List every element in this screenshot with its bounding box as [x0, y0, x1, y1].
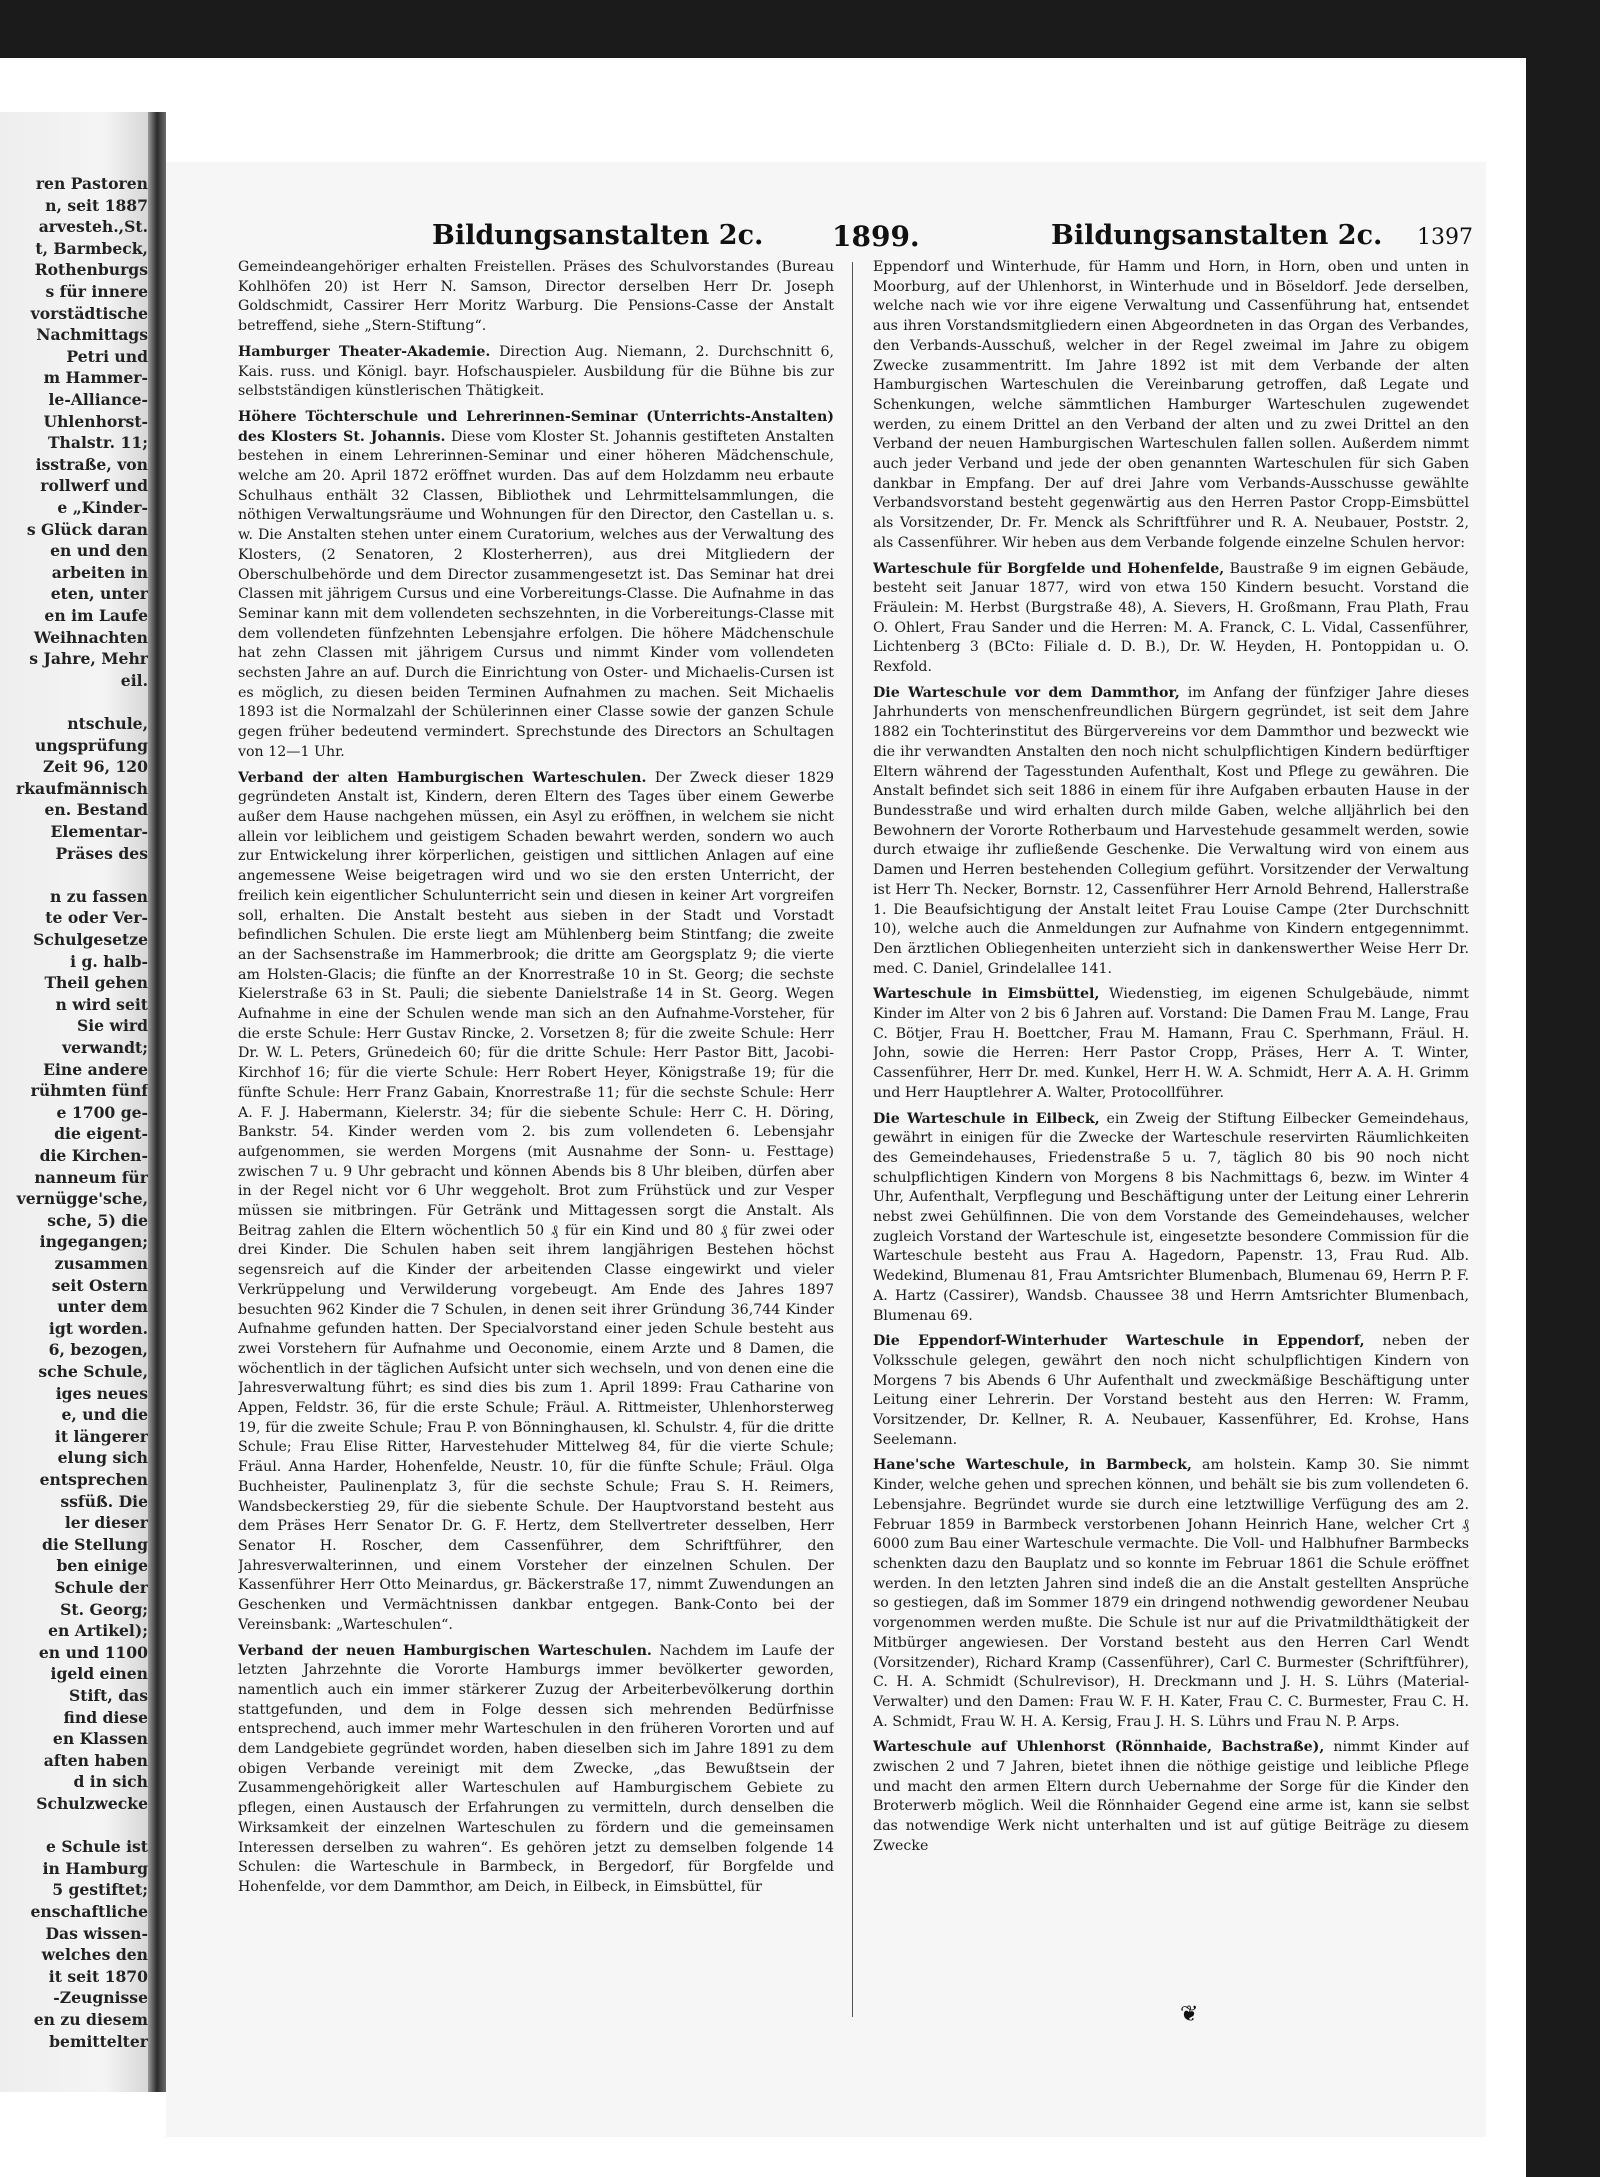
adjacent-page-line: en Artikel);	[48, 1621, 148, 1641]
section-heading: Die Warteschule vor dem Dammthor,	[873, 684, 1180, 701]
adjacent-page-line: die eigent-	[54, 1124, 148, 1144]
adjacent-page-line: rollwerf und	[40, 476, 148, 496]
adjacent-page-line: n zu fassen	[49, 886, 148, 906]
adjacent-page-line: unter dem	[57, 1297, 148, 1317]
adjacent-page-line: n, seit 1887	[45, 195, 148, 215]
adjacent-page-line: Präses des	[55, 843, 148, 863]
adjacent-page-line: sche, 5) die	[47, 1210, 148, 1230]
paragraph	[873, 1110, 1469, 1327]
paragraph-text: ein Zweig der Stiftung Eilbecker Gemeindehaus, gewährt in einigen für die Zwecke der Warteschule reservirten Räumlichkeiten des Gemeindehauses, Friedenstraße 5 u. 7, täglich 80 bis 90 noch nicht schulpflichtigen Kindern von Morgens 8 bis Nachmittags 6, bezw. im Winter 4 Uhr, Aufenthalt, Verpflegung und Beschäftigung unter der Leitung einer Lehrerin nebst zwei Gehülfinnen. Die von dem Vorstande des Gemeindehauses, welcher zugleich Vorstand der Warteschule ist, eingesetzte besondere Commission für die Warteschule besteht aus Frau A. Hagedorn, Papenstr. 13, Frau Rud. Alb. Wedekind, Blumenau 81, Frau Amtsrichter Blumenbach, Blumenau 69, Herrn P. F. A. Hartz (Cassirer), Wandsb. Chaussee 38 und Herrn Amtsrichter Blumenbach, Blumenau 69.	[873, 1110, 1469, 1324]
adjacent-page-line: sche Schule,	[38, 1362, 148, 1381]
adjacent-page-line: t, Barmbeck,	[35, 238, 148, 258]
adjacent-page-line: die Stellung	[42, 1534, 148, 1554]
adjacent-page-line: St. Georg;	[60, 1599, 148, 1619]
adjacent-page-line: 6, bezogen,	[48, 1340, 148, 1360]
adjacent-page-line: in Hamburg	[42, 1858, 148, 1878]
adjacent-page-line: enschaftliche	[30, 1902, 148, 1921]
paragraph	[873, 1738, 1469, 1856]
adjacent-page-line: it seit 1870	[48, 1966, 148, 1986]
adjacent-page-line: vernügge'sche,	[16, 1189, 148, 1209]
adjacent-page-line: Schulzwecke	[36, 1794, 148, 1813]
adjacent-page-line: d in sich	[73, 1772, 148, 1792]
paragraph-text: Wiedenstieg, im eigenen Schulgebäude, nimmt Kinder im Alter von 2 bis 6 Jahren auf. Vorstand: Die Damen Frau M. Lange, Frau C. Bötjer, Frau H. Boettcher, Frau M. Hamann, Frau C. Sperhmann, Fräul. H. John, sowie die Herren: Herr Pastor Cropp, Präses, Herr A. T. Winter, Cassenführer, Herr Dr. med. Kunkel, Herr H. W. A. Schmidt, Herr A. A. H. Grimm und Herr Hauptlehrer A. Walter, Protocollführer.	[873, 986, 1469, 1101]
adjacent-page-line: en Klassen	[52, 1729, 148, 1749]
paragraph	[238, 408, 834, 763]
adjacent-page-line: en zu diesem	[33, 2010, 148, 2029]
adjacent-page-line: s Glück daran	[26, 519, 148, 539]
adjacent-page-line: Theil gehen	[44, 973, 148, 993]
section-heading: Verband der neuen Hamburgischen Warteschulen.	[238, 1642, 652, 1659]
adjacent-page-line: igeld einen	[50, 1664, 148, 1684]
adjacent-page-line: ingegangen;	[39, 1232, 148, 1252]
adjacent-page-line: Schulgesetze	[33, 930, 148, 949]
adjacent-page-line: -Zeugnisse	[53, 1988, 148, 2008]
paragraph-text: Gemeindeangehöriger erhalten Freistellen. Präses des Schulvorstandes (Bureau Kohlhöfen 20) ist Herr N. Samson, Director derselben Herr Dr. Joseph Goldschmidt, Cassirer Herr Moritz Warburg. Die Pensions-Casse der Anstalt betreffend, siehe „Stern-Stiftung“.	[238, 259, 834, 335]
paragraph	[873, 560, 1469, 678]
scan-top-border	[0, 0, 1600, 58]
adjacent-page-line: aften haben	[43, 1750, 148, 1770]
paragraph-text: Der Zweck dieser 1829 gegründeten Anstalt ist, Kindern, deren Eltern des Tages über einem Gewerbe außer dem Hause nachgehen müssen, ein Asyl zu eröffnen, in welchem sie nicht allein vor leiblichem und geistigem Schaden bewahrt werden, sondern wo auch zur Entwickelung ihrer körperlichen, geistigen und sittlichen Anlagen auf eine angemessene Weise beigetragen wird und wo sie den ersten Unterricht, der freilich kein eigentlicher Schulunterricht sein und diesen in keiner Art vorgreifen soll, erhalten. Die Anstalt besteht aus sieben in der Stadt und Vorstadt befindlichen Schulen. Die erste liegt am Mühlenberg beim Stintfang; die zweite an der Sachsenstraße im Hammerbrook; die dritte am Georgsplatz 9; die vierte am Holsten-Glacis; die fünfte an der Knorrestraße 10 in St. Georg; die sechste Kielerstraße 63 in St. Pauli; die siebente Danielstraße 14 in St. Georg. Wegen Aufnahme in eine der Schulen wende man sich an den Aufnahme-Vorsteher, für die erste Schule: Herr Gustav Rincke, 2. Vorsetzen 8; für die zweite Schule: Herr Dr. W. L. Peters, Grünedeich 60; für die dritte Schule: Herr Pastor Bitt, Jacobi-Kirchhof 16; für die vierte Schule: Herr Robert Heyer, Königstraße 19; für die fünfte Schule: Herr Franz Gabain, Knorrestraße 11; für die sechste Schule: Herr A. F. J. Habermann, Kielerstr. 34; für die siebente Schule: Herr C. H. Döring, Bankstr. 54. Kinder werden vom 2. bis zum vollendeten 6. Lebensjahr aufgenommen, sie werden Morgens (mit Ausnahme der Sonn- u. Festtage) zwischen 7 u. 9 Uhr gebracht und können Abends bis 8 Uhr bleiben, dürfen aber in der Regel nicht vor 6 Uhr weggeholt. Brot zum Frühstück und zur Vesper müssen sie mitbringen. Für Getränk und Mittagessen sorgt die Anstalt. Als Beitrag zahlen die Eltern wöchentlich 50 ₰ für ein Kind und 80 ₰ für zwei oder drei Kinder. Die Schulen haben seit ihrem langjährigen Bestehen höchst segensreich auf die Kinder der arbeitenden Classe eingewirkt und vieler Verkrüppelung und Verwilderung vorgebeugt. Am Ende des Jahres 1897 besuchten 962 Kinder die 7 Schulen, in denen seit ihrer Gründung 36,744 Kinder Aufnahme gefunden hatten. Der Specialvorstand einer jeden Schule besteht aus zwei Vorstehern für Aufnahme und Oeconomie, einem Arzte und 8 Damen, die wöchentlich in der täglichen Aufsicht unter sich wechseln, und von denen eine die Jahresverwaltung führt; es sind dies bis zum 1. April 1899: Frau Catharine von Appen, Feldstr. 36, für die erste Schule; Fräul. A. Rittmeister, Uhlenhorsterweg 19, für die zweite Schule; Frau P. von Bönninghausen, kl. Schulstr. 4, für die dritte Schule; Frau Elise Ritter, Harvestehuder Mittelweg 84, für die vierte Schule; Fräul. Anna Harder, Hohenfelde, Neustr. 10, für die fünfte Schule; Fräul. Olga Buchheister, Paulinenplatz 3, für die sechste Schule; Frau S. H. Reimers, Wandsbeckerstieg 29, für die siebente Schule. Der Hauptvorstand besteht aus dem Präses Herr Senator Dr. G. F. Hertz, dem Stellvertreter desselben, Herr Senator H. Roscher, dem Cassenführer, dem Schriftführer, den Jahresverwalterinnen, und einem Vorsteher der einzelnen Schulen. Der Kassenführer Herr Otto Meinardus, gr. Bäckerstraße 17, nimmt Zuwendungen an Geschenken und Vermächtnissen dankbar entgegen. Bank-Conto bei der Vereinsbank: „Warteschulen“.	[238, 769, 834, 1633]
adjacent-page-line: Schule der	[54, 1578, 148, 1597]
section-heading: Die Warteschule in Eilbeck,	[873, 1110, 1100, 1127]
paragraph	[238, 343, 834, 402]
section-heading: Warteschule in Eimsbüttel,	[873, 986, 1100, 1003]
adjacent-page-line: ssfüß. Die	[60, 1491, 148, 1511]
paragraph	[873, 985, 1469, 1103]
adjacent-page-line: Eine andere	[43, 1059, 148, 1079]
adjacent-page-line: s Jahre, Mehr	[29, 649, 148, 669]
paragraph-text: Baustraße 9 im eignen Gebäude, besteht seit Januar 1877, wird von etwa 150 Kindern besucht. Vorstand die Fräulein: M. Herbst (Burgstraße 48), A. Sievers, H. Großmann, Frau Plath, Frau O. Ohlert, Frau Sander und die Herren: M. A. Franck, C. L. Vidal, Cassenführer, Lichtenberg 3 (BCto: Filiale d. D. B.), Dr. W. Heyden, H. Pontoppidan u. O. Rexfold.	[873, 560, 1469, 676]
adjacent-page-line: Zeit 96, 120	[43, 757, 148, 777]
paragraph	[873, 1332, 1469, 1450]
adjacent-page-line: it längerer	[54, 1426, 148, 1446]
adjacent-page-line: isstraße, von	[35, 454, 148, 474]
section-heading: Hane'sche Warteschule, in Barmbeck,	[873, 1457, 1192, 1474]
adjacent-page-line: e „Kinder-	[57, 498, 148, 517]
paragraph-text: Direction Aug. Niemann, 2. Durchschnitt 6, Kais. russ. und Königl. bayr. Hofschauspieler. Ausbildung für die Bühne bis zur selbstständigen künstlerischen Thätigkeit.	[238, 343, 834, 400]
paragraph	[238, 1642, 834, 1898]
adjacent-page-line: Petri und	[66, 346, 148, 366]
adjacent-page-line: verwandt;	[62, 1038, 148, 1057]
adjacent-page-line: elung sich	[57, 1448, 148, 1468]
section-heading: Hamburger Theater-Akademie.	[238, 343, 491, 360]
adjacent-page-line: e Schule ist	[46, 1837, 148, 1857]
adjacent-page-line: rkaufmännisch	[16, 778, 148, 798]
adjacent-page-fragment	[0, 112, 150, 2092]
adjacent-page-line: arbeiten in	[51, 562, 148, 582]
adjacent-page-line: ben einige	[56, 1556, 148, 1576]
paragraph-text: neben der Volksschule gelegen, gewährt den noch nicht schulpflichtigen Kindern von Morgens 7 bis Abends 6 Uhr Aufenthalt und zweckmäßige Beschäftigung unter Leitung einer Lehrerin. Der Vorstand besteht aus den Herren: W. Framm, Vorsitzender, Dr. Kellner, R. A. Neubauer, Kassenführer, Ed. Krohse, Hans Seelemann.	[873, 1333, 1469, 1448]
paragraph	[873, 684, 1469, 980]
scan-right-border	[1526, 0, 1600, 2177]
paragraph-text: im Anfang der fünfziger Jahre dieses Jahrhunderts von menschenfreundlichen Bürgern gegründet, ist seit dem Jahre 1882 ein Tochterinstitut des Bürgervereins vor dem Dammthor und bezweckt wie die ihr verwandten Anstalten den noch nicht schulpflichtigen Kindern bedürftiger Eltern während der Tagesstunden Aufenthalt, Kost und Pflege zu gewähren. Die Anstalt befindet sich seit 1886 in einem für ihre Aufgaben erbauten Hause in der Bundesstraße und wird erhalten durch milde Gaben, welche alljährlich bei den Bewohnern der Vororte Rotherbaum und Harvestehude gesammelt werden, sowie durch etwaige ihr zufließende Geschenke. Die Verwaltung wird von einem aus Damen und Herren bestehenden Collegium geführt. Vorsitzender der Verwaltung ist Herr Th. Necker, Bornstr. 12, Cassenführer Herr Arnold Behrend, Hallerstraße 1. Die Beaufsichtigung der Anstalt leitet Frau Louise Campe (2ter Durchschnitt 10), welche auch die Anmeldungen zur Aufnahme von Kindern entgegennimmt. Den ärztlichen Obliegenheiten unterzieht sich in dankenswerther Weise Herr Dr. med. C. Daniel, Grindelallee 141.	[873, 684, 1469, 977]
adjacent-page-line: i g. halb-	[70, 951, 148, 971]
section-heading: Höhere Töchterschule und Lehrerinnen-Seminar (Unterrichts-Anstalten) des Klosters St. Johannis.	[238, 408, 834, 445]
adjacent-page-line: eil.	[120, 670, 148, 690]
adjacent-page-line: en. Bestand	[44, 800, 148, 820]
adjacent-page-line: Elementar-	[50, 822, 148, 841]
adjacent-page-line: igt worden.	[48, 1318, 148, 1338]
adjacent-page-line: Das wissen-	[45, 1923, 148, 1943]
adjacent-page-line: en im Laufe	[44, 606, 148, 625]
adjacent-page-line: rühmten fünf	[30, 1081, 148, 1101]
adjacent-page-line: welches den	[41, 1945, 148, 1965]
adjacent-page-line: ler dieser	[64, 1513, 148, 1533]
adjacent-page-line: m Hammer-	[43, 368, 148, 388]
adjacent-page-line: Nachmittags	[36, 325, 148, 345]
adjacent-page-line: die Kirchen-	[39, 1146, 148, 1165]
adjacent-page-line: arvesteh.,St.	[38, 217, 148, 237]
adjacent-page-line: find diese	[63, 1707, 148, 1727]
adjacent-page-line: entsprechen	[39, 1470, 148, 1489]
running-head-right-title: Bildungsanstalten 2c.	[1051, 220, 1383, 251]
paragraph-text: nimmt Kinder auf zwischen 2 und 7 Jahren, bietet ihnen die nöthige geistige und leibliche Pflege und macht den armen Eltern durch Uebernahme der Sorge für die Kinder den Broterwerb möglich. Weil die Rönnhaider Gegend eine arme ist, kann sie selbst das notwendige Werk nicht unterhalten und ist auf gütige Beiträge zu diesem Zwecke	[873, 1739, 1469, 1854]
adjacent-page-line: seit Ostern	[51, 1275, 148, 1295]
adjacent-page-line: eten, unter	[50, 584, 148, 604]
section-heading: Die Eppendorf-Winterhuder Warteschule in Eppendorf,	[873, 1333, 1365, 1350]
paragraph-text: Nachdem im Laufe der letzten Jahrzehnte die Vororte Hamburgs immer bevölkerter geworden, namentlich auch ein immer stärkerer Zuzug der Arbeiterbevölkerung dorthin stattgefunden, und dem in Folge dessen sich mehrenden Bedürfnisse entsprechend, auch immer mehr Warteschulen in den früheren Vororten und auf dem Landgebiete gegründet worden, haben dieselben sich im Jahre 1891 zu dem obigen Verbande vereinigt mit dem Zwecke, „das Bewußtsein der Zusammengehörigkeit aller Warteschulen auf Hamburgischem Gebiete zu pflegen, einen Austausch der Erfahrungen zu vermitteln, durch denselben die Wirksamkeit der einzelnen Warteschulen zu fördern und die gemeinsamen Interessen derselben zu wahren“. Es gehören jetzt zu demselben folgende 14 Schulen: die Warteschule in Barmbeck, in Bergedorf, für Borgfelde und Hohenfelde, vor dem Dammthor, am Deich, in Eilbeck, in Eimsbüttel, für	[238, 1642, 834, 1895]
section-heading: Warteschule für Borgfelde und Hohenfelde,	[873, 560, 1225, 577]
adjacent-page-line: en und den	[50, 541, 148, 561]
footer-ornament: ❦	[1180, 2002, 1199, 2027]
paragraph-text: am holstein. Kamp 30. Sie nimmt Kinder, welche gehen und sprechen können, und behält sie bis zum vollendeten 6. Lebensjahre. Begründet wurde sie durch eine letztwillige Verfügung des am 2. Februar 1859 in Barmbeck verstorbenen Johann Heinrich Hane, welcher Crt ₰ 6000 zum Bau einer Warteschule vermachte. Die Voll- und Halbhufner Barmbecks schenkten dazu den Bauplatz und so konnte im Februar 1861 die Schule eröffnet werden. In den letzten Jahren sind indeß die an die Anstalt gestellten Ansprüche so gestiegen, daß im Sommer 1879 ein dringend nothwendig gewordener Neubau vorgenommen werden mußte. Die Schule ist nur auf die Privatmildthätigkeit der Mitbürger angewiesen. Der Vorstand besteht aus den Herren Carl Wendt (Vorsitzender), Richard Kramp (Cassenführer), Carl C. Burmester (Schriftführer), C. H. A. Schmidt (Schulrevisor), H. Dreckmann und J. H. S. Lührs (Material-Verwalter) und den Damen: Frau W. F. H. Kater, Frau C. C. Burmester, Frau C. H. A. Schmidt, Frau W. H. A. Kersig, Frau J. H. S. Lührs und Frau N. P. Arps.	[873, 1457, 1469, 1730]
adjacent-page-line: iges neues	[55, 1383, 148, 1403]
running-head-left-title: Bildungsanstalten 2c.	[432, 220, 764, 251]
adjacent-page-line: n wird seit	[55, 994, 148, 1014]
adjacent-page-line: Sie wird	[76, 1016, 148, 1036]
adjacent-page-line: Rothenburgs	[34, 260, 148, 280]
paragraph-text: Diese vom Kloster St. Johannis gestifteten Anstalten bestehen in einem Lehrerinnen-Seminar und einer höheren Mädchenschule, welche am 20. April 1872 eröffnet wurden. Das auf dem Holzdamm neu erbaute Schulhaus enthält 32 Classen, Bibliothek und Lehrmittelsammlungen, die nöthigen Verwaltungsräume und Wohnungen für den Director, den Castellan u. s. w. Die Anstalten stehen unter einem Curatorium, welches aus der Verwaltung des Klosters, (2 Senatoren, 2 Klosterherren), aus drei Mitgliedern der Oberschulbehörde und dem Director zusammengesetzt ist. Das Seminar hat drei Classen mit jährigem Cursus und eine Vorbereitungs-Classe. Die Aufnahme in das Seminar kann mit dem vollendeten sechszehnten, in die Vorbereitungs-Classe mit dem vollendeten fünfzehnten Lebensjahre erfolgen. Die höhere Mädchenschule hat zehn Classen mit jährigem Cursus und nimmt Kinder vom vollendeten sechsten Jahre an auf. Durch die Einrichtung von Oster- und Michaelis-Cursen ist es möglich, zu diesen beiden Terminen Aufnahmen zu machen. Seit Michaelis 1893 ist die Normalzahl der Schülerinnen einer Classe sowie der ganzen Schule gegen früher bedeutend vermindert. Sprechstunde des Directors an Schultagen von 12—1 Uhr.	[238, 428, 834, 760]
adjacent-page-line: s für innere	[45, 282, 148, 301]
text-column-right	[873, 258, 1469, 2018]
adjacent-page-line: Thalstr. 11;	[47, 433, 148, 453]
adjacent-page-line: ren Pastoren	[35, 174, 148, 193]
adjacent-page-line: e 1700 ge-	[56, 1102, 148, 1122]
section-heading: Warteschule auf Uhlenhorst (Rönnhaide, Bachstraße),	[873, 1739, 1325, 1756]
adjacent-page-line: te oder Ver-	[45, 908, 148, 928]
adjacent-page-line: bemittelter	[49, 2031, 148, 2051]
adjacent-page-line: e, und die	[61, 1405, 148, 1425]
paragraph	[238, 258, 834, 337]
adjacent-page-line: Uhlenhorst-	[43, 411, 148, 431]
adjacent-page-line: zusammen	[54, 1254, 148, 1273]
adjacent-page-line: ungsprüfung	[34, 735, 148, 755]
running-head-year: 1899.	[832, 220, 920, 253]
adjacent-page-line: ntschule,	[67, 714, 148, 733]
paragraph	[873, 1456, 1469, 1732]
paragraph-text: Eppendorf und Winterhude, für Hamm und Horn, in Horn, oben und unten in Moorburg, auf der Uhlenhorst, in Winterhude und in Böseldorf. Jede derselben, welche nach wie vor ihre eigene Verwaltung und Cassenführung hat, entsendet aus ihren Vorstandsmitgliedern einen Abgeordneten in das Organ des Verbandes, den Verbands-Ausschuß, welcher in der Regel zweimal im Jahre zu obigem Zwecke zusammentritt. Im Jahre 1892 ist mit dem Verbande der alten Hamburgischen Warteschulen die Vereinbarung getroffen, daß Legate und Schenkungen, welche sämmtlichen Hamburger Warteschulen zugewendet werden, zu einem Drittel an den Verband der alten und zu zwei Drittel an den Verband der neuen Hamburgischen Warteschulen fallen sollen. Außerdem nimmt auch jeder Verband und jede der oben genannten Warteschulen für sich Gaben dankbar in Empfang. Der auf drei Jahre vom Verbands-Ausschusse gewählte Verbandsvorstand besteht gegenwärtig aus den Herren Pastor Cropp-Eimsbüttel als Vorsitzender, Dr. Fr. Menck als Schriftführer und R. A. Neubauer, Poststr. 2, als Cassenführer. Wir heben aus dem Verbande folgende einzelne Schulen hervor:	[873, 259, 1469, 551]
adjacent-page-line: 5 gestiftet;	[52, 1880, 148, 1900]
adjacent-page-line: Weihnachten	[33, 627, 148, 647]
paragraph	[238, 769, 834, 1636]
paragraph	[873, 258, 1469, 554]
adjacent-page-line: vorstädtische	[30, 303, 148, 323]
running-head	[267, 220, 1477, 254]
adjacent-page-line: nanneum für	[34, 1167, 148, 1187]
section-heading: Verband der alten Hamburgischen Warteschulen.	[238, 769, 647, 786]
text-column-left	[238, 258, 834, 2018]
adjacent-page-line: en und 1100	[38, 1642, 148, 1662]
adjacent-page-line: le-Alliance-	[48, 390, 148, 409]
page-number: 1397	[1417, 225, 1473, 250]
column-divider	[852, 262, 853, 2017]
book-gutter	[148, 112, 166, 2092]
adjacent-page-line: Stift, das	[69, 1686, 148, 1705]
